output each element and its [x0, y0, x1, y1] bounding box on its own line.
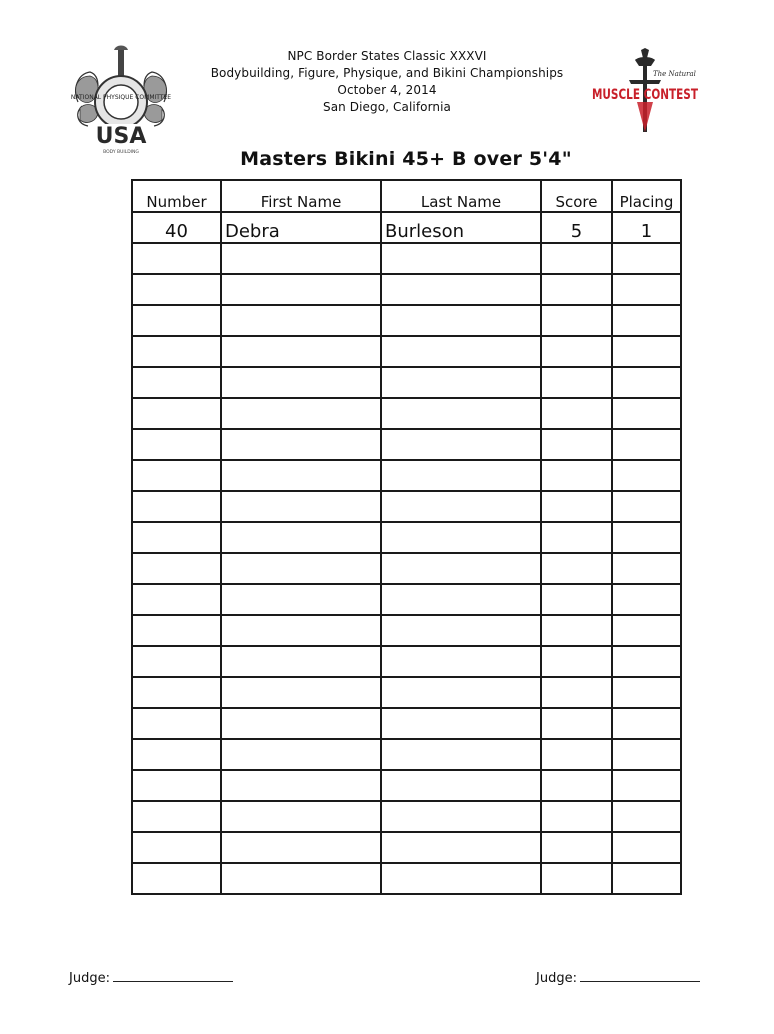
- cell-score: 5: [541, 212, 612, 243]
- cell-placing: [612, 460, 681, 491]
- cell-first-name: [221, 522, 381, 553]
- table-row: [132, 584, 681, 615]
- cell-first-name: [221, 336, 381, 367]
- cell-number: [132, 305, 221, 336]
- cell-first-name: [221, 429, 381, 460]
- table-row: [132, 863, 681, 894]
- cell-number: [132, 801, 221, 832]
- cell-score: [541, 863, 612, 894]
- event-header: [187, 48, 587, 116]
- cell-last-name: [381, 770, 541, 801]
- judge-line-left: [113, 969, 233, 982]
- cell-number: [132, 367, 221, 398]
- score-table: [131, 179, 682, 895]
- cell-score: [541, 553, 612, 584]
- cell-placing: [612, 770, 681, 801]
- cell-score: [541, 801, 612, 832]
- cell-first-name: [221, 274, 381, 305]
- cell-last-name: [381, 274, 541, 305]
- cell-score: [541, 677, 612, 708]
- cell-placing: [612, 646, 681, 677]
- cell-number: [132, 739, 221, 770]
- cell-first-name: [221, 708, 381, 739]
- column-header-first-name: First Name: [221, 180, 381, 212]
- cell-first-name: [221, 863, 381, 894]
- event-date: October 4, 2014: [337, 83, 437, 97]
- cell-number: [132, 677, 221, 708]
- cell-placing: [612, 305, 681, 336]
- cell-last-name: [381, 367, 541, 398]
- table-row: [132, 770, 681, 801]
- logo-script-text: The Natural: [653, 70, 696, 78]
- cell-number: [132, 274, 221, 305]
- judge-label-right: Judge:: [536, 971, 577, 986]
- cell-placing: [612, 336, 681, 367]
- cell-placing: [612, 739, 681, 770]
- cell-score: [541, 584, 612, 615]
- table-row: [132, 553, 681, 584]
- cell-last-name: [381, 553, 541, 584]
- cell-number: [132, 770, 221, 801]
- cell-score: [541, 739, 612, 770]
- cell-first-name: [221, 801, 381, 832]
- event-name: NPC Border States Classic XXXVI: [287, 49, 487, 63]
- cell-last-name: [381, 646, 541, 677]
- cell-number: [132, 429, 221, 460]
- division-title: Masters Bikini 45+ B over 5'4": [240, 148, 572, 170]
- cell-last-name: [381, 336, 541, 367]
- cell-placing: [612, 274, 681, 305]
- cell-first-name: [221, 584, 381, 615]
- cell-number: [132, 832, 221, 863]
- cell-last-name: [381, 677, 541, 708]
- judge-signature-right: [536, 969, 700, 986]
- table-row: [132, 336, 681, 367]
- logo-muscle-contest-text: MUSCLE CONTEST: [592, 87, 699, 103]
- cell-score: [541, 460, 612, 491]
- judge-signature-left: [69, 969, 233, 986]
- judge-label-left: Judge:: [69, 971, 110, 986]
- cell-last-name: Burleson: [381, 212, 541, 243]
- cell-placing: [612, 491, 681, 522]
- cell-score: [541, 305, 612, 336]
- cell-number: [132, 553, 221, 584]
- cell-first-name: [221, 367, 381, 398]
- cell-score: [541, 708, 612, 739]
- table-row: [132, 708, 681, 739]
- logo-sub-text: BODY BUILDING: [103, 150, 139, 155]
- cell-score: [541, 243, 612, 274]
- table-row: [132, 832, 681, 863]
- cell-number: [132, 398, 221, 429]
- event-divisions: Bodybuilding, Figure, Physique, and Bikini Championships: [210, 66, 564, 80]
- cell-placing: [612, 832, 681, 863]
- cell-score: [541, 274, 612, 305]
- judge-line-right: [580, 969, 700, 982]
- cell-placing: [612, 367, 681, 398]
- table-row: [132, 243, 681, 274]
- table-row: [132, 367, 681, 398]
- cell-last-name: [381, 243, 541, 274]
- cell-score: [541, 646, 612, 677]
- cell-last-name: [381, 739, 541, 770]
- cell-last-name: [381, 708, 541, 739]
- cell-first-name: [221, 491, 381, 522]
- table-row: [132, 801, 681, 832]
- cell-first-name: [221, 243, 381, 274]
- table-row: [132, 212, 681, 243]
- table-header-row: [132, 180, 681, 212]
- cell-score: [541, 429, 612, 460]
- logo-usa-text: USA: [95, 124, 147, 149]
- column-header-score: Score: [541, 180, 612, 212]
- cell-number: [132, 646, 221, 677]
- cell-placing: [612, 801, 681, 832]
- cell-first-name: [221, 460, 381, 491]
- table-row: [132, 522, 681, 553]
- cell-first-name: Debra: [221, 212, 381, 243]
- cell-first-name: [221, 677, 381, 708]
- logo-ring-text: NATIONAL PHYSIQUE COMMITTEE: [70, 94, 172, 101]
- table-row: [132, 305, 681, 336]
- cell-last-name: [381, 615, 541, 646]
- cell-score: [541, 398, 612, 429]
- cell-score: [541, 336, 612, 367]
- npc-usa-logo: [68, 44, 174, 156]
- cell-first-name: [221, 615, 381, 646]
- cell-number: [132, 243, 221, 274]
- cell-number: [132, 336, 221, 367]
- cell-last-name: [381, 584, 541, 615]
- event-location: San Diego, California: [322, 100, 452, 114]
- cell-first-name: [221, 770, 381, 801]
- muscle-contest-logo: [589, 48, 701, 134]
- cell-first-name: [221, 646, 381, 677]
- cell-last-name: [381, 522, 541, 553]
- cell-last-name: [381, 801, 541, 832]
- cell-score: [541, 770, 612, 801]
- cell-number: [132, 615, 221, 646]
- cell-last-name: [381, 863, 541, 894]
- cell-placing: [612, 584, 681, 615]
- column-header-number: Number: [132, 180, 221, 212]
- cell-last-name: [381, 832, 541, 863]
- cell-number: [132, 708, 221, 739]
- cell-number: [132, 491, 221, 522]
- cell-number: [132, 460, 221, 491]
- cell-score: [541, 832, 612, 863]
- cell-last-name: [381, 305, 541, 336]
- table-row: [132, 398, 681, 429]
- cell-placing: [612, 708, 681, 739]
- table-row: [132, 460, 681, 491]
- table-row: [132, 429, 681, 460]
- cell-score: [541, 615, 612, 646]
- table-row: [132, 615, 681, 646]
- cell-last-name: [381, 429, 541, 460]
- cell-score: [541, 367, 612, 398]
- cell-placing: [612, 553, 681, 584]
- table-row: [132, 677, 681, 708]
- cell-first-name: [221, 739, 381, 770]
- cell-first-name: [221, 832, 381, 863]
- cell-placing: [612, 522, 681, 553]
- cell-first-name: [221, 553, 381, 584]
- cell-first-name: [221, 305, 381, 336]
- column-header-placing: Placing: [612, 180, 681, 212]
- cell-last-name: [381, 398, 541, 429]
- cell-placing: 1: [612, 212, 681, 243]
- cell-placing: [612, 863, 681, 894]
- cell-number: [132, 584, 221, 615]
- cell-placing: [612, 398, 681, 429]
- cell-placing: [612, 243, 681, 274]
- table-row: [132, 739, 681, 770]
- cell-placing: [612, 677, 681, 708]
- cell-number: [132, 522, 221, 553]
- cell-number: 40: [132, 212, 221, 243]
- table-row: [132, 274, 681, 305]
- table-row: [132, 646, 681, 677]
- table-row: [132, 491, 681, 522]
- column-header-last-name: Last Name: [381, 180, 541, 212]
- cell-number: [132, 863, 221, 894]
- cell-first-name: [221, 398, 381, 429]
- cell-score: [541, 522, 612, 553]
- cell-placing: [612, 429, 681, 460]
- cell-score: [541, 491, 612, 522]
- cell-last-name: [381, 460, 541, 491]
- cell-last-name: [381, 491, 541, 522]
- cell-placing: [612, 615, 681, 646]
